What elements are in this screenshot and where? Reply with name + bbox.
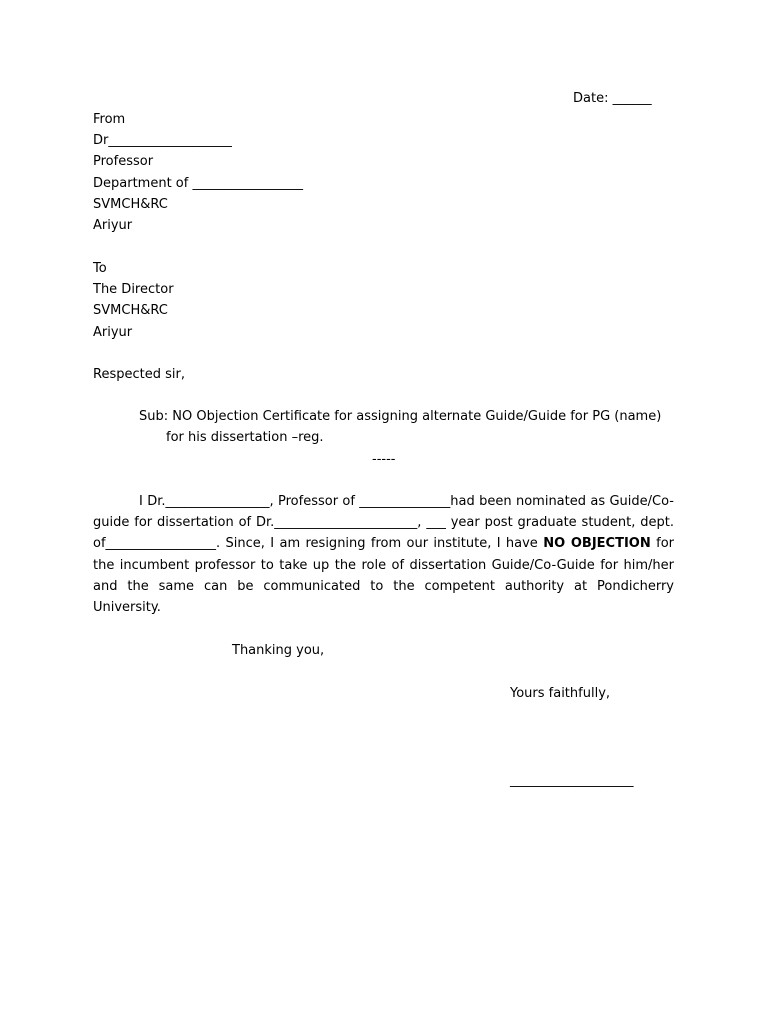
to-label: To — [93, 261, 107, 276]
sender-place: Ariyur — [93, 218, 133, 233]
subject-line-1: Sub: NO Objection Certificate for assigning alternate Guide/Guide for PG (name) — [139, 409, 662, 424]
body-text-part-2: for the incumbent professor to take up the role of dissertation Guide/Co-Guide for him/her and the same can be communicated to the competent authority at Pondicherry University. — [93, 536, 674, 616]
salutation: Respected sir, — [93, 367, 185, 382]
body-text-part-1: I Dr.________________, Professor of ______________had been nominated as Guide/Co-guide for dissertation of Dr.______________________, ___ year post graduate student, dept. of_________________. Since, I am resigning from our institute, I have — [93, 494, 674, 552]
sender-department-line: Department of _________________ — [93, 176, 303, 191]
sender-institution: SVMCH&RC — [93, 197, 168, 212]
recipient-institution: SVMCH&RC — [93, 303, 168, 318]
recipient-title: The Director — [93, 282, 174, 297]
sender-title: Professor — [93, 154, 154, 169]
no-objection-emphasis: NO OBJECTION — [543, 536, 651, 552]
recipient-place: Ariyur — [93, 325, 133, 340]
subject-line-2: for his dissertation –reg. — [166, 430, 324, 445]
sender-name-line: Dr___________________ — [93, 133, 232, 148]
thanking-line: Thanking you, — [232, 643, 325, 658]
closing-line: Yours faithfully, — [510, 686, 611, 701]
signature-line: ___________________ — [510, 773, 634, 788]
from-label: From — [93, 112, 126, 127]
subject-separator: ----- — [372, 452, 396, 467]
body-paragraph — [93, 491, 674, 618]
date-line: Date: ______ — [573, 91, 652, 106]
